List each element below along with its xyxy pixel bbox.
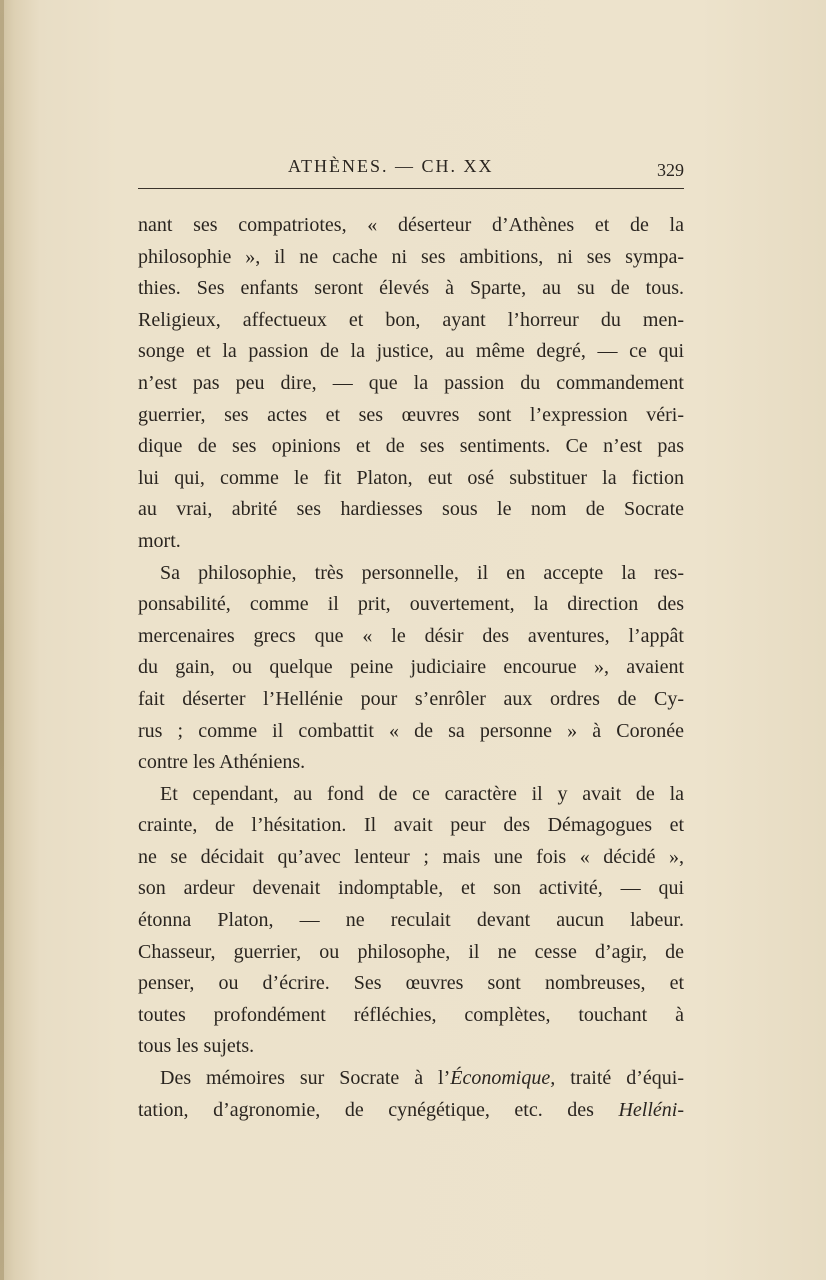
text-line-final-2 bbox=[138, 1095, 684, 1127]
text-line: crainte, de l’hésitation. Il avait peur des Démagogues et bbox=[138, 814, 684, 837]
text-line: étonna Platon, — ne reculait devant aucun labeur. bbox=[138, 909, 684, 932]
body-text bbox=[138, 210, 684, 1126]
text-line: guerrier, ses actes et ses œuvres sont l’expression véri- bbox=[138, 403, 684, 426]
text-line: nant ses compatriotes, « déserteur d’Athènes et de la bbox=[138, 214, 684, 236]
text-line: mercenaires grecs que « le désir des aventures, l’appât bbox=[138, 624, 684, 647]
text-line: fait déserter l’Hellénie pour s’enrôler aux ordres de Cy- bbox=[138, 687, 684, 710]
header-rule bbox=[138, 188, 684, 189]
text-line: ponsabilité, comme il prit, ouvertement, la direction des bbox=[138, 593, 684, 616]
text-line: Chasseur, guerrier, ou philosophe, il ne cesse d’agir, de bbox=[138, 940, 684, 963]
text-line: toutes profondément réfléchies, complètes, touchant à bbox=[138, 1003, 684, 1026]
text-line: Sa philosophie, très personnelle, il en accepte la res- bbox=[160, 561, 684, 584]
page-number: 329 bbox=[657, 160, 684, 180]
text-line: ne se décidait qu’avec lenteur ; mais une fois « décidé », bbox=[138, 845, 684, 868]
text-run: Des mémoires sur Socrate à l’ bbox=[160, 1067, 451, 1090]
text-line-final-1 bbox=[138, 1063, 684, 1095]
text-line: au vrai, abrité ses hardiesses sous le nom de Socrate bbox=[138, 498, 684, 521]
text-line: penser, ou d’écrire. Ses œuvres sont nombreuses, et bbox=[138, 972, 684, 995]
text-line: dique de ses opinions et de ses sentiments. Ce n’est pas bbox=[138, 435, 684, 458]
text-line: du gain, ou quelque peine judiciaire encourue », avaient bbox=[138, 656, 684, 679]
text-line: songe et la passion de la justice, au même degré, — ce qui bbox=[138, 340, 684, 363]
italic-title-hellenica: Helléni- bbox=[618, 1098, 684, 1121]
text-line: Religieux, affectueux et bon, ayant l’horreur du men- bbox=[138, 308, 684, 331]
text-line: contre les Athéniens. bbox=[138, 751, 306, 774]
text-line: rus ; comme il combattit « de sa personne » à Coronée bbox=[138, 719, 684, 742]
text-line: tous les sujets. bbox=[138, 1035, 255, 1058]
text-line: mort. bbox=[138, 529, 181, 552]
text-line: lui qui, comme le fit Platon, eut osé substituer la fiction bbox=[138, 466, 684, 489]
text-line: son ardeur devenait indomptable, et son activité, — qui bbox=[138, 877, 684, 900]
text-run: traité d’équi- bbox=[555, 1067, 684, 1090]
text-line: thies. Ses enfants seront élevés à Sparte, au su de tous. bbox=[138, 277, 684, 300]
text-run: tation, d’agronomie, de cynégétique, etc. des bbox=[138, 1098, 619, 1121]
page-gutter-edge bbox=[0, 0, 4, 1280]
running-head bbox=[138, 156, 684, 180]
running-title: ATHÈNES. — CH. XX bbox=[288, 156, 494, 176]
italic-title-economique: Économique, bbox=[450, 1067, 556, 1090]
text-line: n’est pas peu dire, — que la passion du commandement bbox=[138, 371, 684, 394]
text-line: philosophie », il ne cache ni ses ambitions, ni ses sympa- bbox=[138, 245, 684, 268]
text-line: Et cependant, au fond de ce caractère il y avait de la bbox=[160, 782, 684, 805]
